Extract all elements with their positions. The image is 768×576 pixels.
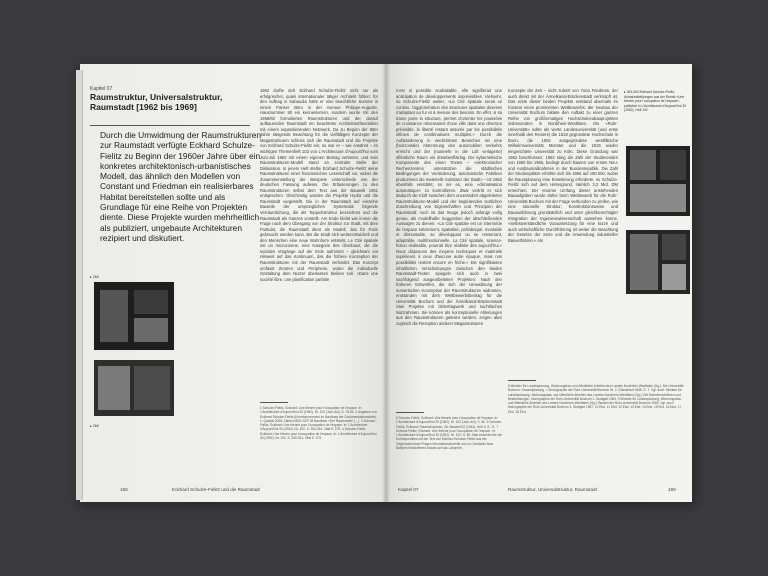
body-column-1: n'est ni possible souhaitable, elle signifierait une anticipation de développements imprévisibles. Vielmehr, so Schulze-Fielitz weiter, «La Cité spatiale serait ce continu, l'agglomération des structures spatiales diverses s'adaptant au fur et à mesure des besoins. En effet, si sa trame porte la structure, permet d'orienter les poussées de croissance nécessaires d'une ville dans une direction prévisible, la liberté restant assurée par les possibilités infinies de combinaisons multiples.» Durch die Aufständerung in verdichteten Bereichen sei eine (horizontale) Abtrennung des automobilen Verkehrs erreicht und der (nunmehr in die Luft verlagerte) öffentliche Raum ein dreiebenflächig. Die kybernetische Komponente des einen Textes – «elektronischer Rechenzentren unterstützen die städtischen Bedingungen der Veränderung, automatische Fabriken produzieren die materielle Substanz der Stadt» – ist 1962 ebenfalls verstärkt; so sei es, eine «climatisation automatique» zu kontrollieren. Zwar vertritt er sich dadurch die Kluft zwischen dem unverändert abgeleiteten Raumstrukturen-Modell und der begleitenden textlichen Zuschreibung von Eigenschaften und Prinzipien der Raumstadt: noch ist das Image jedoch anfangs vollig genau, als modellhafte Suggestion der abschließenden Aussagen zu dienen: «La Cité spatiale est un intermède de l'espace strictement, spatialisé, préfabriqué, montable et démontable, se développant ou se resserrant, adaptable, multifonctionnelle. La Cité spatiale, science-fiction réalisable, pourrait être réalisée dès aujourd'hui.» Nous disposons des moyens techniques et matériels supérieurs à ceux d'aucune autre époque, mais nos possibilités restent encore en friche.» Die signifikanten inhaltlichen Verschiebungen zwischen den beiden Raumstadt-Texten spiegeln sich auch in zwei nachfolgend ausgearbeiteten Projekten: Nach den früheren Entwürfen, die sich der Umwidmung der numerischen Konzeption der Raumstrukturen widmeten, entstanden mit dem Wettbewerbsbeitrag für die Universität Bochum und der Ärmelkanal-Brückenstadt zwei Projekte mit Gittertragwerk und suchtfaches Nutzrahmen. Sie können als konzeptionelle Ableitungen aus den Raumstrukturen gelesen werden, zeigen aber zugleich die Rezeption anderer Megastrukturen — [396, 88, 502, 326]
body-column: 1962 durfte sich Eckhard Schulze-Fielitz nicht nur als erfolgreicher, quasi internationaler tätiger Architekt fühlen: für den Auftrag in Sabaudia hatte er eine beachtliche Summe in einem Pariser Büro in der Avenue Philippe-Auguste, Hausnummer 50 ein kennenlernen, sondern wurde mit den 1958/60 formulierten Raumstrukturen und der darauf aufbauenden Raumstadt ein beachteter Architekturtheoretiker mit einem expandierenden Netzwerk. Da zu Beginn der 60er Jahre steigende Beachtung für die vielfältigen Konzepte der Megastrukturen schloss sich die Raumstadt und die Projekte von Eckhard Schulze-Fielitz ein; so war er – wie erwähnt – im wichtigen Themenheft 102 von L'Architecture d'Aujourd'hui vom Juni-Juli 1962 mit einem eigenen Beitrag vertreten, und sein Raumstrukturen-Modell stand an zentraler Stelle der Diskussion. In jenem Heft stellte Eckhard Schulze-Fielitz seine Raumstrukturen einer französischen Leserschaft vor, wobei die Zusammenstellung der Beispiele Unterschiede von der deutschen Fassung aufwies. Die Erläuterungen zu den Raumstrukturen selbst dem Text aus der Bauwelt 1961 entsprechen. Gleichzeitig wurden die Projekte Hydra und die Raumstadt vorgestellt. Die in der Raumstadt auf einzelne Bauteile der ursprünglichen Systematik folgende Verräumlichung, die als Teppichstruktur bezeichnet und die Raumstadt als Ganzes vorstellt. Am Ende bleibt wie immer die Frage nach dem Übergang von der Struktur zur Stadt, mit dem Postulat, die Raumstadt dient als Modell, das für Paris gebraucht werden kann. Bis die Stadt sich weiterentwickelt und den Menschen eine neue Wohnform entsteht, Le Cité spatiale est un microcosme, eine Kategorie des Überbaus, die die sozialen Vorgänge auf der Erde aufnimmt – gleichsam ein Hinweis auf das Kontinuum, das die frühere Konzeption der Raumstrukturen mit der Raumstadt verbindet. Das Konzept umfasst Zentren und Peripherie, wobei die individuelle Gestaltung dem Nutzer überlassen bleiben soll. «Dans une société libre, une planification parfaite — [260, 88, 378, 282]
running-chapter: Kapitel 07 — [398, 487, 419, 492]
figure-label-266: ▸ 266 — [90, 424, 99, 428]
intro-paragraph: Durch die Umwidmung der Raumstrukturen zur Raumstadt verfügte Eckhard Schulze-Fielitz zu Beginn der 1960er Jahre über ein konkretes architektonisch-urbanistisches Modell, das ähnlich den Modellen von Constant und Friedman ein realisierbares Habitat bereitstellen sollte und als Grundlage für eine Reihe von Projekten diente. Diese Projekte wurden mehrheitlich als publiziert, ungebaute Architekturen rezipiert und diskutiert. — [100, 130, 262, 243]
page-number-right: 189 — [668, 487, 676, 492]
running-title: Eckhard Schulze-Fielitz und die Raumstadt — [172, 487, 260, 492]
footnote-rule-right — [508, 380, 536, 381]
book-gutter — [382, 64, 390, 502]
figure-raumstadt-image — [94, 282, 174, 350]
footnotes-left-col: 5 Schulze-Fielitz, Eckhard: Une théorie pour l'occupation de l'espace. In: L'Architecture d'Aujourd'hui 33 (1962), Nr. 102 (Juni-Juli), S. 80. 6 Schulze-Fielitz, Eckhard: Raumstrukturen, Zit. Bauwelt 52 (1961), Heft 3, S. 71. 7 Schulze-Fielitz, Eckhard: Une théorie pour l'occupation de l'espace. In: L'Architecture d'Aujourd'hui 33 (1962), Nr. 102, S. 80. Man beachte hier die Korrespondenz mit der Text von Eckhard Schulze-Fielitz aus der Gegenwart neuer Fragen Informationstechnik und zu Constants New Babylon entworfenen Ansatz auf das Labyrinth. — [396, 416, 502, 451]
body-column-2: Konzepte der Zeit – nicht zuletzt von Yona Friedman, der auch direkt mit der Ärmelkanal-Brückenstadt verknüpft ist. Das erste dieser beiden Projekte entstand abermals im Kontext eines prominenten Wettbewerbs: der Neubau der Universität Bochum bildete den Auftakt zu einer ganzen Reihe von großformatigen Hochschulneubauprojekten insbesondere in Nordrhein-Westfalen. Die «Ruhr-Universität» sollte als vierte Landesuniversität (und erste innerhalb des Reviers) die 1818 gegründete Hochschule in Bonn, die 1902 ausgegründete westfälische Wilhelmsuniversität Münster und die 1919 wieder eingerichtete Universität zu Köln. Diese Gründung war 1962 beschlossen: 1962 stieg die Zahl der Studierenden von 1960 bis 1965, bedingt durch Bauten von ersten Neu- und Ausbaumaßnahmen in der Bundesrepublik. Die Zahl der Studienplätze erhöhte sich bis 1965 auf 180.000, wobei die Raumplanung eine Erweiterung erforderte, so Schulze-Fielitz sich auf dem Hintergrund, nämlich 3,2 Mrd. DM erreichten. Der enorme Umfang dieser anstehenden Bauaufgaben wurde daher beim Wettbewerb für die Ruhr-Universität Bochum mit der Frage verbunden zu prüfen, wie eine rationelle Struktur, Konstruktionsweise und Bauausführung grundsätzlich und unter gleichberechtigter Integration der Ingenieurwissenschaft aussehen könne. «Selbstverständliche Voraussetzung für eine kurze und auch wirtschaftliche Durchführung ist weiter die Beachtung der Gesetze der Serie und die Anwendung industrieller Bauverfahren.» Als — [508, 88, 618, 243]
figure-model-image — [94, 360, 174, 416]
figure-264-image — [626, 230, 690, 294]
left-page — [80, 64, 386, 502]
title-rule — [90, 125, 250, 126]
chapter-label: Kapitel 07 — [90, 86, 113, 92]
figure-263-image — [626, 146, 690, 216]
footnote-rule-left — [396, 412, 424, 413]
figure-label-265: ▸ 265 — [90, 275, 99, 279]
footnotes: 1 Schulze-Fielitz, Eckhard: Une théorie pour l'occupation de l'espace. In: L'Architecture d'Aujourd'hui 33 (1962), Nr. 102 (Juni-Juli), S. 78-85. 2 Angaben von Eckhard Schulze-Fielitz (Korrekturvermerk im Nachlass der Dokumentationsstelle), 1. Quartal 2008; Zahlen MSG-SZF 05 Nachlass «Der Raumstadt» (…). 3 Schulze-Fielitz, Eckhard: Une théorie pour l'occupation de l'espace. In: L'Architecture d'Aujourd'hui 33 (1962), Nr. 102, S. 260-261; Zitat S. 275. 4 Schulze-Fielitz, Eckhard: Une théorie pour l'occupation de l'espace. In: L'Architecture d'Aujourd'hui 33 (1962), Nr. 102, S. 260-261; Zitat S. 275. — [260, 406, 377, 441]
right-page — [386, 64, 692, 502]
chapter-title: Raumstruktur, Universalstruktur, Raumstadt [1962 bis 1969] — [90, 92, 223, 112]
footnotes-right-col: 8 Minister für Landesplanung, Wohnungsbau und öffentliche Arbeiten des Landes Nordrhein-Westfalen (Hg.): Die Universität Bochum. Gesamtplanung. = Monographie der Ruhr-Universität Bochum Nr. 2, Düsseldorf 1965, S. 7. Vgl. auch: Minister für Landesplanung, Wohnungsbau und öffentliche Arbeiten des Landes Nordrhein-Westfalen (Hg.): Die Rahmenrichtlinien und Bestimmungen, Monographie der Ruhr-Universität Bochum 1. Stuttgart 1963. 9 Minister für Landesplanung, Wohnungsbau und öffentliche Arbeiten des Landes Nordrhein-Westfalen (Hg.): Bauten der Ruhr-Universität Bochum 1965. Vgl. auch Monographie der Ruhr-Universität Bochum 3. Stuttgart 1967. 10 Ebd. 11 Ebd. 12 Ebd. 13 Ebd. 14 Ebd. 15 Ebd. 16 Ebd. 17 Ebd. 18 Ebd. — [508, 384, 684, 414]
page-number: 188 — [120, 487, 128, 492]
footnote-rule — [260, 402, 288, 403]
side-caption: ▸ 263-264 Eckhard Schulze-Fielitz, Aufsatzabbildungen aus der Rubrik «Une théorie pour l'occupation de l'espace», publiziert in L'Architecture d'Aujourd'hui 33 (1962), Heft 102 — [624, 90, 687, 113]
open-book — [80, 64, 692, 502]
page-stack-edge — [76, 70, 83, 500]
running-title-right: Raumstruktur, Universalstruktur, Raumstadt — [508, 487, 597, 492]
